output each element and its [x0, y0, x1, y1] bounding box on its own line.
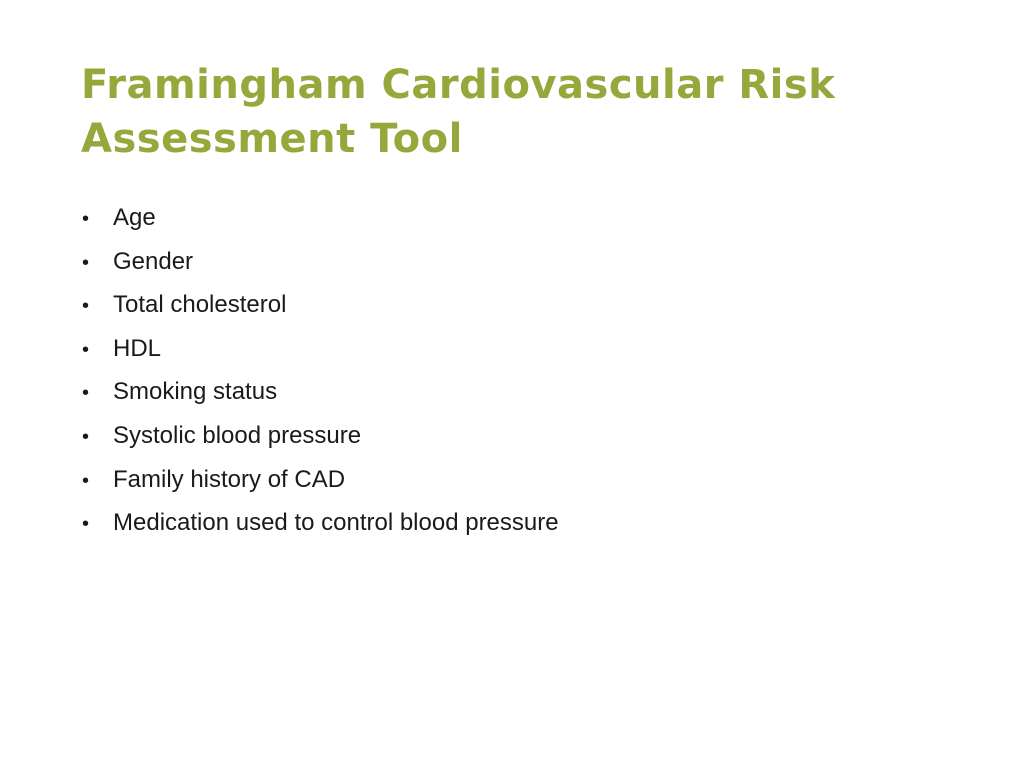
list-item — [80, 509, 960, 553]
bullet-icon: • — [82, 469, 90, 492]
bullet-icon: • — [82, 425, 90, 448]
bullet-text-gender: Gender — [113, 247, 194, 275]
bullet-icon: • — [82, 251, 90, 274]
bullet-text-systolic-blood-pressure: Systolic blood pressure — [113, 421, 362, 449]
list-item — [80, 422, 960, 466]
bullet-icon: • — [82, 208, 90, 230]
bullet-text-age: Age — [113, 204, 156, 231]
slide-title: Framingham Cardiovascular Risk Assessment Tool — [81, 62, 836, 162]
bullet-text-hdl: HDL — [113, 334, 162, 362]
bullet-icon: • — [82, 513, 90, 536]
list-item — [80, 466, 960, 510]
list-item — [80, 378, 960, 422]
bullet-text-family-history: Family history of CAD — [113, 465, 346, 493]
bullet-icon: • — [82, 382, 90, 405]
bullet-text-smoking-status: Smoking status — [113, 378, 278, 406]
list-item — [80, 204, 960, 248]
bullet-icon: • — [82, 295, 90, 318]
bullet-text-medication: Medication used to control blood pressure — [113, 509, 559, 537]
list-item — [80, 335, 960, 379]
bullet-text-total-cholesterol: Total cholesterol — [113, 291, 287, 319]
bullet-list — [80, 204, 960, 553]
list-item — [80, 291, 960, 335]
bullet-icon: • — [82, 338, 90, 361]
list-item — [80, 248, 960, 292]
